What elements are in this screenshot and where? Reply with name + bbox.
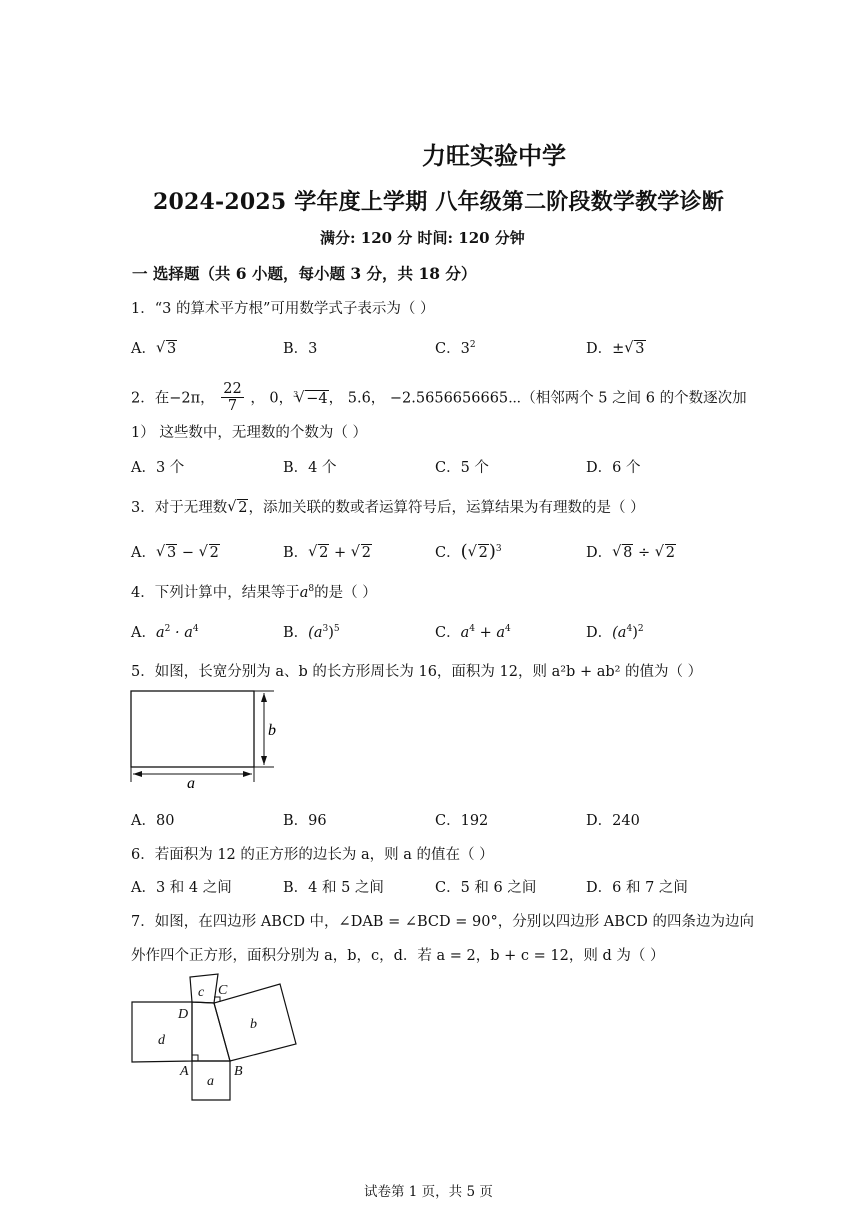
q5-option-a: A．80 xyxy=(131,813,175,829)
q6-option-d: D．6 和 7 之间 xyxy=(586,880,688,896)
q5-option-d: D．240 xyxy=(586,813,640,829)
exam-meta: 满分: 120 分 时间: 120 分钟 xyxy=(320,229,525,247)
question-5-stem: 5．如图，长宽分别为 a、b 的长方形周长为 16，面积为 12，则 a²b + ab² 的值为（ ） xyxy=(131,664,703,680)
square-label-d: d xyxy=(158,1033,165,1048)
quadrilateral-abcd xyxy=(192,1002,230,1061)
question-7-stem-cont: 外作四个正方形，面积分别为 a，b，c，d．若 a = 2，b + c = 12，则 d 为（ ） xyxy=(131,948,665,964)
page-footer: 试卷第 1 页，共 5 页 xyxy=(364,1184,493,1200)
q3-option-a: A．√ 3 − √ 2 xyxy=(131,541,220,562)
q2-option-b: B．4 个 xyxy=(283,460,337,476)
q7-quadrilateral-figure xyxy=(130,970,300,1105)
vertex-B: B xyxy=(234,1064,243,1079)
square-label-c: c xyxy=(198,985,205,1000)
q6-option-b: B．4 和 5 之间 xyxy=(283,880,384,896)
q4-option-a: A．$a^2 \cdot a^4$ xyxy=(131,624,199,641)
q1-option-c: C．$3^2$ xyxy=(435,340,476,357)
q2-option-c: C．5 个 xyxy=(435,460,489,476)
q4-option-d: D．$(a^4)^2$ xyxy=(586,624,644,641)
vertex-C: C xyxy=(218,983,228,998)
question-3-stem: 3．对于无理数√ 2，添加关联的数或者运算符号后，运算结果为有理数的是（ ） xyxy=(131,496,645,517)
question-2-stem-cont: 1） 这些数中，无理数的个数为（ ） xyxy=(131,425,367,441)
q2-option-a: A．3 个 xyxy=(131,460,185,476)
q5-option-b: B．96 xyxy=(283,813,327,829)
q5-option-c: C．192 xyxy=(435,813,489,829)
section-heading: 一 选择题（共 6 小题，每小题 3 分，共 18 分） xyxy=(132,264,477,283)
q4-option-c: C．$a^4 + a^4$ xyxy=(435,624,511,641)
q5-rectangle-figure xyxy=(128,688,288,792)
question-2-stem: 2．在−2π， $\frac{22}{7}$ ， 0，$^3$√ −4， 5.6̇， −2.5656656665⋯（相邻两个 5 之间 6 的个数逐次加 xyxy=(131,382,747,415)
label-b: b xyxy=(268,722,276,739)
vertex-A: A xyxy=(180,1064,189,1079)
q3-option-d: D．√ 8 ÷ √ 2 xyxy=(586,541,676,562)
question-4-stem: 4．下列计算中，结果等于$a^8$的是（ ） xyxy=(131,584,377,601)
q1-option-a: A．√ 3 xyxy=(131,337,177,358)
q6-option-a: A．3 和 4 之间 xyxy=(131,880,232,896)
school-name: 力旺实验中学 xyxy=(422,141,566,170)
square-label-a: a xyxy=(207,1074,214,1089)
vertex-D: D xyxy=(178,1007,189,1022)
q1-option-b: B．3 xyxy=(283,341,318,357)
exam-title: 2024-2025 学年度上学期 八年级第二阶段数学教学诊断 xyxy=(153,189,724,215)
fraction-22-7: $\frac{22}{7}$ xyxy=(223,381,242,414)
question-7-stem: 7．如图，在四边形 ABCD 中，∠DAB = ∠BCD = 90°，分别以四边形 ABCD 的四条边为边向 xyxy=(131,914,755,930)
square-label-b: b xyxy=(250,1017,257,1032)
q4-option-b: B．$(a^3)^5$ xyxy=(283,624,340,641)
question-6-stem: 6．若面积为 12 的正方形的边长为 a，则 a 的值在（ ） xyxy=(131,847,494,863)
q2-option-d: D．6 个 xyxy=(586,460,641,476)
q3-option-c: C．(√ 2)$^3$ xyxy=(435,541,502,562)
question-1-stem: 1．“3 的算术平方根”可用数学式子表示为（ ） xyxy=(131,301,435,317)
q1-option-d: D．±√ 3 xyxy=(586,337,646,358)
q6-option-c: C．5 和 6 之间 xyxy=(435,880,537,896)
label-a: a xyxy=(187,775,195,792)
q3-option-b: B．√ 2 + √ 2 xyxy=(283,541,372,562)
rectangle xyxy=(131,691,254,767)
